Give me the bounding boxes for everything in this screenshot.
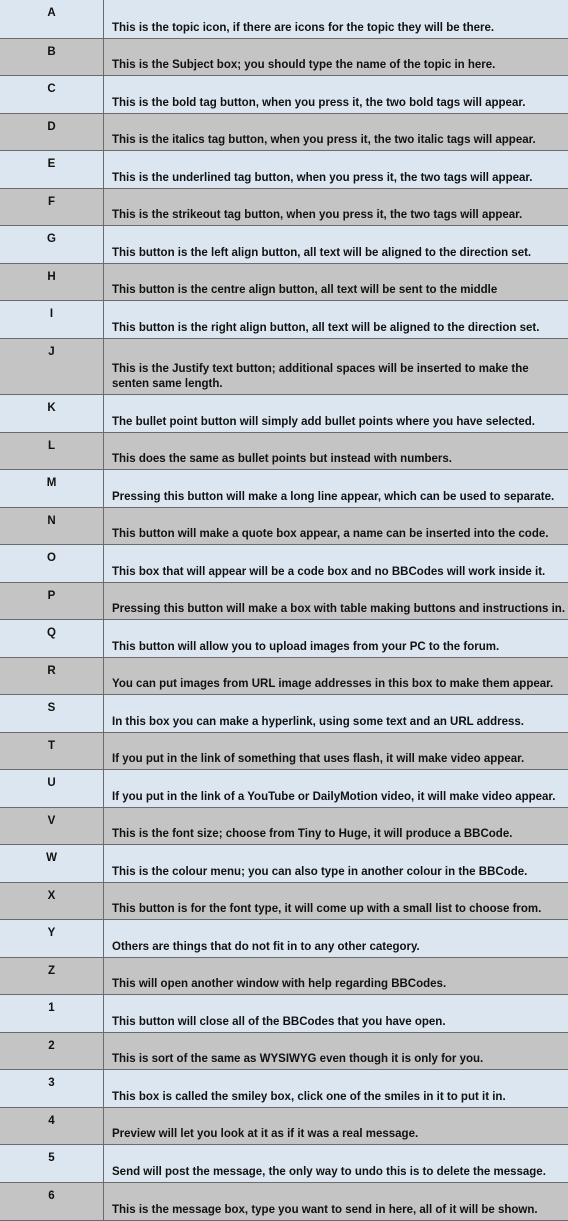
legend-row xyxy=(0,882,568,919)
legend-description: Pressing this button will make a box with table making buttons and instructions in. xyxy=(104,582,568,619)
legend-row xyxy=(0,432,568,469)
legend-row xyxy=(0,38,568,75)
legend-description: This is the bold tag button, when you press it, the two bold tags will appear. xyxy=(104,75,568,113)
legend-description: This is the font size; choose from Tiny to Huge, it will produce a BBCode. xyxy=(104,807,568,844)
legend-description: This button is for the font type, it will come up with a small list to choose from. xyxy=(104,882,568,919)
legend-key: N xyxy=(0,507,104,544)
legend-row xyxy=(0,113,568,150)
legend-row xyxy=(0,338,568,394)
legend-key: I xyxy=(0,300,104,338)
legend-row xyxy=(0,619,568,657)
legend-description: Preview will let you look at it as if it was a real message. xyxy=(104,1107,568,1144)
legend-description: This box is called the smiley box, click one of the smiles in it to put it in. xyxy=(104,1069,568,1107)
legend-row xyxy=(0,919,568,957)
legend-key: W xyxy=(0,844,104,882)
legend-row xyxy=(0,694,568,732)
legend-description: This is the topic icon, if there are icons for the topic they will be there. xyxy=(104,0,568,38)
legend-description: This is the underlined tag button, when you press it, the two tags will appear. xyxy=(104,150,568,188)
legend-row xyxy=(0,225,568,263)
legend-row xyxy=(0,957,568,994)
legend-key: X xyxy=(0,882,104,919)
legend-description: This button will allow you to upload images from your PC to the forum. xyxy=(104,619,568,657)
legend-description: This does the same as bullet points but instead with numbers. xyxy=(104,432,568,469)
legend-key: H xyxy=(0,263,104,300)
legend-key: D xyxy=(0,113,104,150)
legend-row xyxy=(0,544,568,582)
legend-key: 4 xyxy=(0,1107,104,1144)
legend-description: This is the colour menu; you can also type in another colour in the BBCode. xyxy=(104,844,568,882)
legend-key: T xyxy=(0,732,104,769)
legend-key: O xyxy=(0,544,104,582)
legend-description: Pressing this button will make a long line appear, which can be used to separate. xyxy=(104,469,568,507)
legend-key: G xyxy=(0,225,104,263)
legend-description: This will open another window with help regarding BBCodes. xyxy=(104,957,568,994)
legend-key: F xyxy=(0,188,104,225)
legend-key: 5 xyxy=(0,1144,104,1182)
legend-key: P xyxy=(0,582,104,619)
legend-key: M xyxy=(0,469,104,507)
legend-key: Y xyxy=(0,919,104,957)
legend-description: You can put images from URL image addresses in this box to make them appear. xyxy=(104,657,568,694)
legend-row xyxy=(0,0,568,38)
legend-key: 6 xyxy=(0,1182,104,1220)
legend-description: This box that will appear will be a code box and no BBCodes will work inside it. xyxy=(104,544,568,582)
legend-description: If you put in the link of a YouTube or DailyMotion video, it will make video appear. xyxy=(104,769,568,807)
legend-key: J xyxy=(0,338,104,394)
legend-row xyxy=(0,994,568,1032)
legend-key: 2 xyxy=(0,1032,104,1069)
legend-key: E xyxy=(0,150,104,188)
legend-description: Send will post the message, the only way to undo this is to delete the message. xyxy=(104,1144,568,1182)
legend-description: This is sort of the same as WYSIWYG even though it is only for you. xyxy=(104,1032,568,1069)
legend-row xyxy=(0,394,568,432)
legend-key: 1 xyxy=(0,994,104,1032)
legend-key: 3 xyxy=(0,1069,104,1107)
legend-row xyxy=(0,469,568,507)
legend-description: This is the Justify text button; additional spaces will be inserted to make the senten same length. xyxy=(104,338,568,394)
legend-row xyxy=(0,1144,568,1182)
legend-key: A xyxy=(0,0,104,38)
legend-key: B xyxy=(0,38,104,75)
legend-row xyxy=(0,300,568,338)
legend-row xyxy=(0,75,568,113)
legend-description: This is the strikeout tag button, when you press it, the two tags will appear. xyxy=(104,188,568,225)
legend-row xyxy=(0,188,568,225)
legend-key: Z xyxy=(0,957,104,994)
legend-description: This button is the centre align button, all text will be sent to the middle xyxy=(104,263,568,300)
legend-description: This button is the left align button, all text will be aligned to the direction set. xyxy=(104,225,568,263)
legend-description: This is the message box, type you want to send in here, all of it will be shown. xyxy=(104,1182,568,1220)
legend-row xyxy=(0,263,568,300)
legend-row xyxy=(0,1032,568,1069)
legend-description: If you put in the link of something that uses flash, it will make video appear. xyxy=(104,732,568,769)
legend-description: This is the Subject box; you should type the name of the topic in here. xyxy=(104,38,568,75)
legend-description: The bullet point button will simply add bullet points where you have selected. xyxy=(104,394,568,432)
legend-key: U xyxy=(0,769,104,807)
legend-description: This button will make a quote box appear, a name can be inserted into the code. xyxy=(104,507,568,544)
legend-row xyxy=(0,657,568,694)
legend-row xyxy=(0,150,568,188)
legend-row xyxy=(0,507,568,544)
legend-row xyxy=(0,1107,568,1144)
legend-key: S xyxy=(0,694,104,732)
legend-row xyxy=(0,1182,568,1220)
legend-row xyxy=(0,769,568,807)
legend-description: In this box you can make a hyperlink, using some text and an URL address. xyxy=(104,694,568,732)
legend-row xyxy=(0,732,568,769)
legend-row xyxy=(0,1069,568,1107)
legend-row xyxy=(0,582,568,619)
legend-key: V xyxy=(0,807,104,844)
legend-key: R xyxy=(0,657,104,694)
legend-description: This button is the right align button, all text will be aligned to the direction set. xyxy=(104,300,568,338)
legend-key: K xyxy=(0,394,104,432)
legend-description: Others are things that do not fit in to any other category. xyxy=(104,919,568,957)
legend-description: This button will close all of the BBCodes that you have open. xyxy=(104,994,568,1032)
legend-description: This is the italics tag button, when you press it, the two italic tags will appear. xyxy=(104,113,568,150)
legend-key: C xyxy=(0,75,104,113)
legend-row xyxy=(0,844,568,882)
legend-key: L xyxy=(0,432,104,469)
legend-row xyxy=(0,807,568,844)
legend-key: Q xyxy=(0,619,104,657)
